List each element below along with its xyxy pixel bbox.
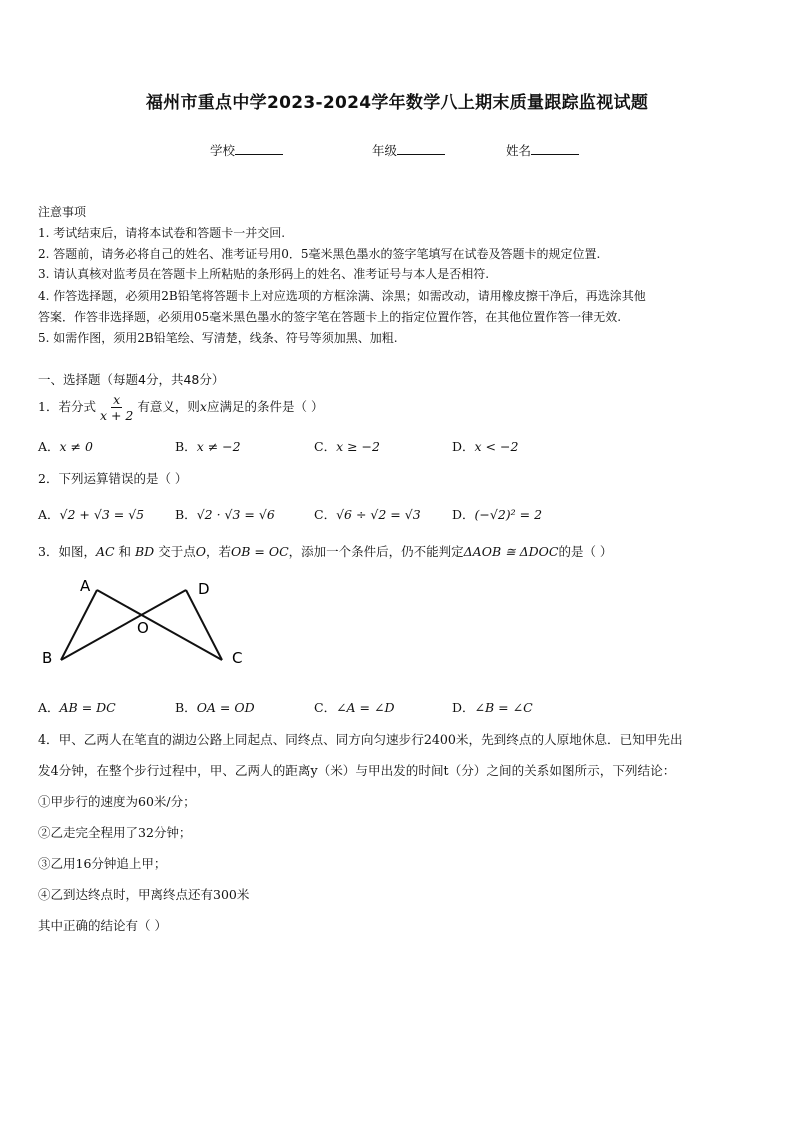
q3-option-c[interactable]	[314, 698, 395, 716]
question-4-line-1: 4．甲、乙两人在笔直的湖边公路上同起点、同终点、同方向匀速步行2400米，先到终点的人原地休息．已知甲先出	[38, 732, 683, 747]
notice-item: 2. 答题前，请务必将自己的姓名、准考证号用0．5毫米黑色墨水的签字笔填写在试卷及答题卡的规定位置.	[38, 247, 601, 261]
q3-figure	[34, 570, 264, 680]
q4-statement-2: ②乙走完全程用了32分钟；	[38, 825, 192, 840]
option-math: (−√2)² = 2	[474, 507, 543, 522]
grade-label: 年级	[372, 143, 398, 158]
q4-closing: 其中正确的结论有（ ）	[38, 918, 167, 933]
name-blank[interactable]	[531, 142, 579, 155]
q1-fraction	[98, 392, 135, 423]
q3-text: 3．如图，	[38, 544, 96, 559]
option-label: B．	[175, 507, 197, 522]
option-math: x ≥ −2	[336, 439, 380, 454]
q3-math: O	[195, 544, 206, 559]
vertex-label-d: D	[198, 580, 210, 598]
q3-text: 交于点	[154, 544, 196, 559]
q4-statement-3: ③乙用16分钟追上甲；	[38, 856, 167, 871]
q3-math: OB = OC	[230, 544, 289, 559]
q1-fraction-denominator: x + 2	[99, 408, 134, 423]
option-math: OA = OD	[196, 700, 255, 715]
option-label: B．	[175, 700, 197, 715]
q3-text: 的是（ ）	[558, 544, 613, 559]
q1-option-d[interactable]	[452, 437, 518, 455]
notice-item: 5. 如需作图，须用2B铅笔绘、写清楚，线条、符号等须加黑、加粗.	[38, 331, 398, 345]
option-math: x < −2	[474, 439, 519, 454]
option-label: B．	[175, 439, 197, 454]
option-math: ∠B = ∠C	[474, 700, 533, 715]
q1-mid: 有意义，则	[137, 399, 200, 414]
option-label: A．	[38, 507, 60, 522]
q3-option-d[interactable]	[452, 698, 533, 716]
option-math: x ≠ −2	[196, 439, 241, 454]
option-label: C．	[314, 439, 337, 454]
option-math: √2 · √3 = √6	[196, 507, 275, 522]
option-math: AB = DC	[59, 700, 116, 715]
option-math: ∠A = ∠D	[336, 700, 395, 715]
q3-option-a[interactable]	[38, 698, 116, 716]
q2-option-b[interactable]	[175, 505, 275, 523]
option-math: √6 ÷ √2 = √3	[336, 507, 421, 522]
q3-math: ΔAOB ≅ ΔDOC	[463, 544, 559, 559]
q2-option-a[interactable]	[38, 505, 144, 523]
vertex-label-c: C	[232, 649, 243, 667]
q1-prefix: 1．若分式	[38, 399, 96, 414]
notice-item: 1. 考试结束后，请将本试卷和答题卡一并交回.	[38, 226, 286, 240]
section-heading: 一、选择题（每题4分，共48分）	[38, 372, 225, 387]
q3-text: ，若	[205, 544, 231, 559]
q1-option-a[interactable]	[38, 437, 93, 455]
q3-math: AC	[95, 544, 115, 559]
option-label: A．	[38, 439, 60, 454]
q3-math: BD	[135, 544, 155, 559]
vertex-label-b: B	[42, 649, 53, 667]
grade-blank[interactable]	[397, 142, 445, 155]
option-math: √2 + √3 = √5	[59, 507, 145, 522]
notice-heading: 注意事项	[38, 205, 87, 219]
q2-option-c[interactable]	[314, 505, 421, 523]
option-label: C．	[314, 700, 337, 715]
school-label: 学校	[210, 143, 236, 158]
q4-statement-4: ④乙到达终点时，甲离终点还有300米	[38, 887, 250, 902]
question-4-line-2: 发4分钟，在整个步行过程中，甲、乙两人的距离y（米）与甲出发的时间t（分）之间的关系如图所示，下列结论：	[38, 763, 676, 778]
q4-statement-1: ①甲步行的速度为60米/分；	[38, 794, 196, 809]
q3-text: ，添加一个条件后，仍不能判定	[288, 544, 464, 559]
notice-item: 3. 请认真核对监考员在答题卡上所粘贴的条形码上的姓名、准考证号与本人是否相符.	[38, 267, 490, 281]
q1-fraction-numerator: x	[113, 392, 121, 407]
notice-item: 答案．作答非选择题，必须用05毫米黑色墨水的签字笔在答题卡上的指定位置作答，在其他位置作答一律无效.	[38, 310, 622, 324]
question-2-stem: 2．下列运算错误的是（ ）	[38, 471, 188, 486]
q1-variable: x	[199, 399, 207, 414]
q1-suffix: 应满足的条件是（ ）	[206, 399, 324, 414]
option-label: A．	[38, 700, 60, 715]
option-math: x ≠ 0	[59, 439, 93, 454]
vertex-label-a: A	[80, 577, 91, 595]
school-field	[210, 141, 283, 159]
name-label: 姓名	[506, 143, 532, 158]
name-field	[506, 141, 579, 159]
notice-item: 4. 作答选择题，必须用2B铅笔将答题卡上对应选项的方框涂满、涂黑；如需改动，请用橡皮擦干净后，再选涂其他	[38, 289, 646, 303]
vertex-label-o: O	[137, 619, 149, 637]
q2-option-d[interactable]	[452, 505, 542, 523]
question-3-stem	[38, 542, 612, 560]
question-1-stem	[38, 392, 323, 423]
q1-option-c[interactable]	[314, 437, 380, 455]
option-label: D．	[452, 507, 475, 522]
q3-option-b[interactable]	[175, 698, 255, 716]
q3-text: 和	[114, 544, 135, 559]
option-label: C．	[314, 507, 337, 522]
page-title: 福州市重点中学2023-2024学年数学八上期末质量跟踪监视试题	[145, 93, 649, 113]
grade-field	[372, 141, 445, 159]
option-label: D．	[452, 439, 475, 454]
option-label: D．	[452, 700, 475, 715]
school-blank[interactable]	[235, 142, 283, 155]
q1-option-b[interactable]	[175, 437, 241, 455]
